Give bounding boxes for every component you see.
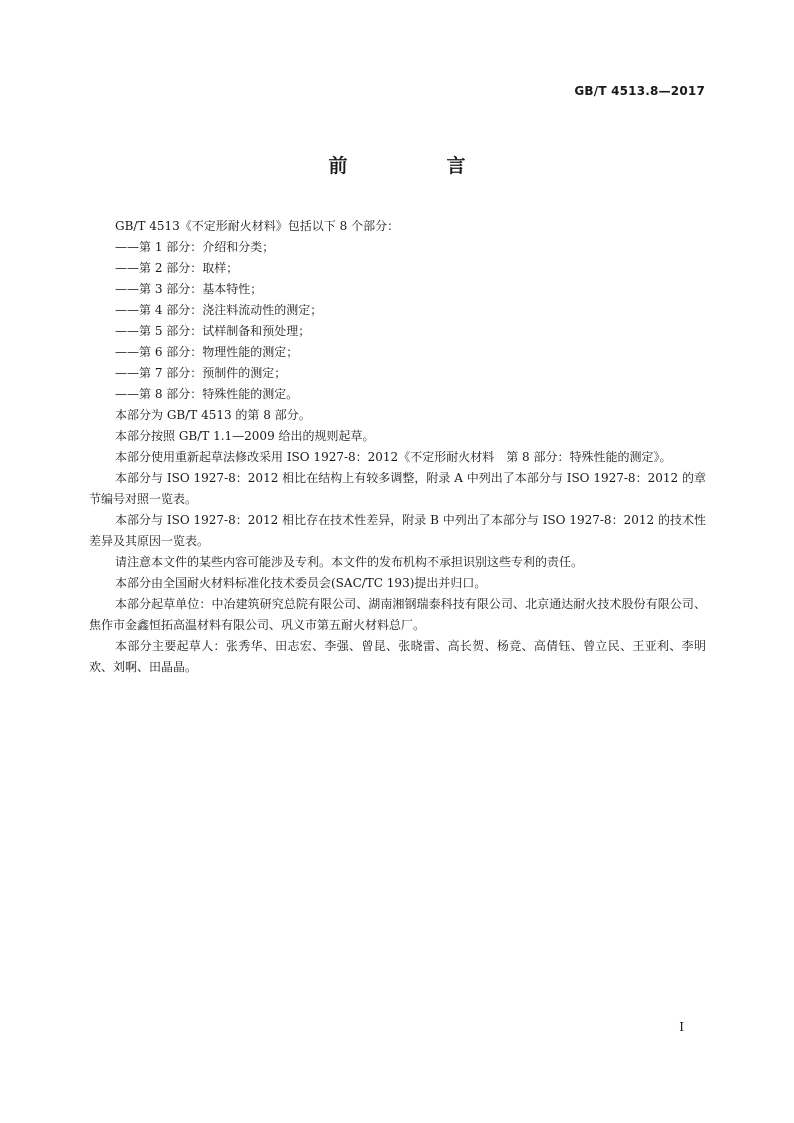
paragraph-adoption: 本部分使用重新起草法修改采用 ISO 1927-8：2012《不定形耐火材料 第 8 部分：特殊性能的测定》。 <box>115 450 672 464</box>
part-list-item-3: ——第 3 部分：基本特性； <box>115 282 263 296</box>
part-list-item-6: ——第 6 部分：物理性能的测定； <box>115 345 299 359</box>
paragraph-drafters: 本部分主要起草人：张秀华、田志宏、李强、曾昆、张晓雷、高长贺、杨竞、高倩钰、曾立民、王亚利、李明欢、刘啊、田晶晶。 <box>89 639 706 674</box>
paragraph-structure-changes: 本部分与 ISO 1927-8：2012 相比在结构上有较多调整，附录 A 中列出了本部分与 ISO 1927-8：2012 的章节编号对照一览表。 <box>89 471 706 506</box>
paragraph-drafting-rules: 本部分按照 GB/T 1.1—2009 给出的规则起草。 <box>115 429 375 443</box>
paragraph-part-number: 本部分为 GB/T 4513 的第 8 部分。 <box>115 408 311 422</box>
standard-code: GB/T 4513.8—2017 <box>574 84 705 98</box>
paragraph-patent-notice: 请注意本文件的某些内容可能涉及专利。本文件的发布机构不承担识别这些专利的责任。 <box>115 555 584 569</box>
paragraph-proposer: 本部分由全国耐火材料标准化技术委员会(SAC/TC 193)提出并归口。 <box>115 576 487 590</box>
part-list-item-1: ——第 1 部分：介绍和分类； <box>115 240 275 254</box>
page-title: 前 言 <box>328 155 506 177</box>
part-list-item-8: ——第 8 部分：特殊性能的测定。 <box>115 387 299 401</box>
part-list-item-5: ——第 5 部分：试样制备和预处理； <box>115 324 311 338</box>
paragraph-technical-differences: 本部分与 ISO 1927-8：2012 相比存在技术性差异，附录 B 中列出了本部分与 ISO 1927-8：2012 的技术性差异及其原因一览表。 <box>89 513 706 548</box>
paragraph-drafting-units: 本部分起草单位：中冶建筑研究总院有限公司、湖南湘钢瑞泰科技有限公司、北京通达耐火技术股份有限公司、焦作市金鑫恒拓高温材料有限公司、巩义市第五耐火材料总厂。 <box>89 597 706 632</box>
part-list-item-4: ——第 4 部分：浇注料流动性的测定； <box>115 303 323 317</box>
part-list-item-2: ——第 2 部分：取样； <box>115 261 239 275</box>
document-body <box>89 216 706 678</box>
intro-paragraph: GB/T 4513《不定形耐火材料》包括以下 8 个部分： <box>115 219 400 233</box>
part-list-item-7: ——第 7 部分：预制件的测定； <box>115 366 287 380</box>
page-number: I <box>679 1020 684 1034</box>
